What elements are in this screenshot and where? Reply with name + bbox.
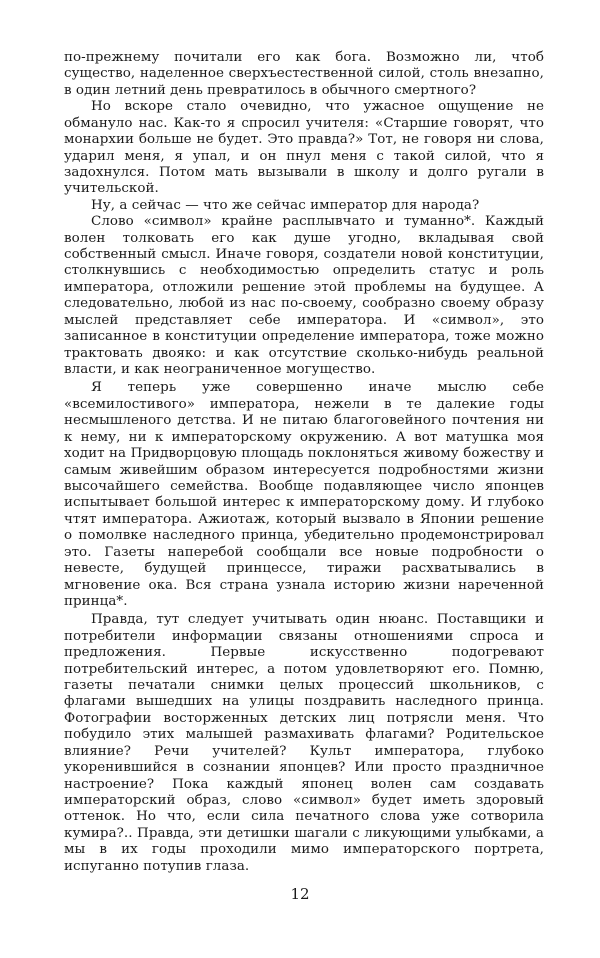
book-page-body: [64, 50, 544, 875]
page-number: 12: [290, 885, 310, 903]
paragraph-4: Слово «символ» крайне расплывчато и туманно*. Каждый волен толковать его как душе угодно, вкладывая свой собственный смысл. Иначе говоря, создатели новой конституции, столкнувшись с необходимостью определить статус и роль императора, отложили решение этой проблемы на будущее. А следовательно, любой из нас по-своему, сообразно своему образу мыслей представляет себе императора. И «символ», это записанное в конституции определение императора, тоже можно трактовать двояко: и как отсутствие сколько-нибудь реальной власти, и как неограниченное могущество.: [64, 214, 544, 378]
paragraph-1: по-прежнему почитали его как бога. Возможно ли, чтоб существо, наделенное сверхъестественной силой, столь внезапно, в один летний день превратилось в обычного смертного?: [64, 50, 544, 98]
paragraph-2: Но вскоре стало очевидно, что ужасное ощущение не обмануло нас. Как-то я спросил учителя: «Старшие говорят, что монархии больше не будет. Это правда?» Тот, не говоря ни слова, ударил меня, я упал, и он пнул меня с такой силой, что я задохнулся. Потом мать вызывали в школу и долго ругали в учительской.: [64, 99, 544, 197]
paragraph-6: Правда, тут следует учитывать один нюанс. Поставщики и потребители информации связаны отношениями спроса и предложения. Первые искусственно подогревают потребительский интерес, а потом удовлетворяют его. Помню, газеты печатали снимки целых процессий школьников, с флагами вышедших на улицы поздравить наследного принца. Фотографии восторженных детских лиц потрясли меня. Что побудило этих малышей размахивать флагами? Родительское влияние? Речи учителей? Культ императора, глубоко укоренившийся в сознании японцев? Или просто праздничное настроение? Пока каждый японец волен сам создавать императорский образ, слово «символ» будет иметь здоровый оттенок. Но что, если сила печатного слова уже сотворила кумира?.. Правда, эти детишки шагали с ликующими улыбками, а мы в их годы проходили мимо императорского портрета, испуганно потупив глаза.: [64, 612, 544, 874]
paragraph-5: Я теперь уже совершенно иначе мыслю себе «всемилостивого» императора, нежели в те далекие годы несмышленого детства. И не питаю благоговейного почтения ни к нему, ни к императорскому окружению. А вот матушка моя ходит на Придворцовую площадь поклоняться живому божеству и самым живейшим образом интересуется подробностями жизни высочайшего семейства. Вообще подавляющее число японцев испытывает большой интерес к императорскому дому. И глубоко чтят императора. Ажиотаж, который вызвало в Японии решение о помолвке наследного принца, убедительно продемонстрировал это. Газеты наперебой сообщали все новые подробности о невесте, будущей принцессе, тиражи расхватывались в мгновение ока. Вся страна узнала историю жизни нареченной принца*.: [64, 380, 544, 609]
paragraph-3: Ну, а сейчас — что же сейчас император для народа?: [91, 197, 480, 213]
